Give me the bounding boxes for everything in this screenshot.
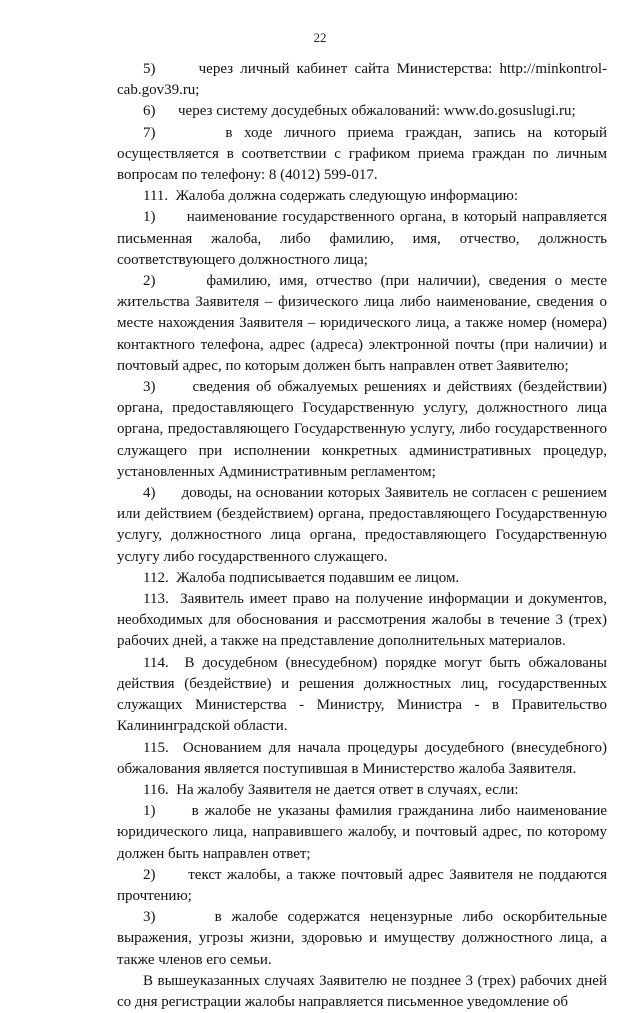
paragraph: 116. На жалобу Заявителя не дается ответ в случаях, если: (143, 781, 519, 798)
paragraph: 1) наименование государственного органа, в который направляется письменная жалоба, либо фамилию, имя, отчество, должность соответствующего должностного лица; (117, 209, 607, 268)
paragraph: 7) в ходе личного приема граждан, запись на который осуществляется в соответствии с графиком приема граждан по личным вопросам по телефону: 8 (4012) 599-017. (117, 124, 607, 184)
paragraph: 113. Заявитель имеет право на получение информации и документов, необходимых для обоснования и рассмотрения жалобы в течение 3 (трех) рабочих дней, а также на представление дополнительных материалов. (117, 591, 607, 650)
paragraph: 112. Жалоба подписывается подавшим ее лицом. (143, 569, 460, 586)
paragraph: 3) сведения об обжалуемых решениях и действиях (бездействии) органа, предоставляющего Государственную услугу, должностного лица органа, предоставляющего Государственную услугу, либо государственного служащего при исполнении конкретных административных процедур, установленных Административным регламентом; (117, 379, 607, 480)
paragraph: 2) фамилию, имя, отчество (при наличии), сведения о месте жительства Заявителя – физического лица либо наименование, сведения о месте нахождения Заявителя – юридического лица, а также номер (номера) контактного телефона, адрес (адреса) электронной почты (при наличии) и почтовый адрес, по которым должен быть направлен ответ Заявителю; (117, 273, 607, 374)
paragraph: 114. В досудебном (внесудебном) порядке могут быть обжалованы действия (бездействие) и решения должностных лиц, государственных служащих Министерства - Министру, Министра - в Правительство Калининградской области. (117, 654, 607, 735)
paragraph: В вышеуказанных случаях Заявителю не позднее 3 (трех) рабочих дней со дня регистрации жалобы направляется письменное уведомление об (117, 972, 607, 1010)
paragraph: 6) через систему досудебных обжалований: www.do.gosuslugi.ru; (143, 103, 576, 120)
paragraph: 4) доводы, на основании которых Заявитель не согласен с решением или действием (бездействием) органа, предоставляющего Государственную услугу, должностного лица органа, предоставляющего Государственную услугу либо государственного служащего. (117, 485, 607, 565)
body-text (117, 59, 607, 1013)
paragraph: 3) в жалобе содержатся нецензурные либо оскорбительные выражения, угрозы жизни, здоровью и имуществу должностного лица, а также членов его семьи. (117, 909, 607, 968)
paragraph: 111. Жалоба должна содержать следующую информацию: (143, 188, 518, 205)
paragraph: 2) текст жалобы, а также почтовый адрес Заявителя не поддаются прочтению; (117, 866, 607, 904)
paragraph: 115. Основанием для начала процедуры досудебного (внесудебного) обжалования является поступившая в Министерство жалоба Заявителя. (117, 739, 607, 777)
paragraph: 1) в жалобе не указаны фамилия гражданина либо наименование юридического лица, направившего жалобу, и почтовый адрес, по которому должен быть направлен ответ; (117, 803, 607, 862)
paragraph: 5) через личный кабинет сайта Министерства: http://minkontrol-cab.gov39.ru; (117, 61, 607, 99)
page-number: 22 (313, 30, 327, 45)
